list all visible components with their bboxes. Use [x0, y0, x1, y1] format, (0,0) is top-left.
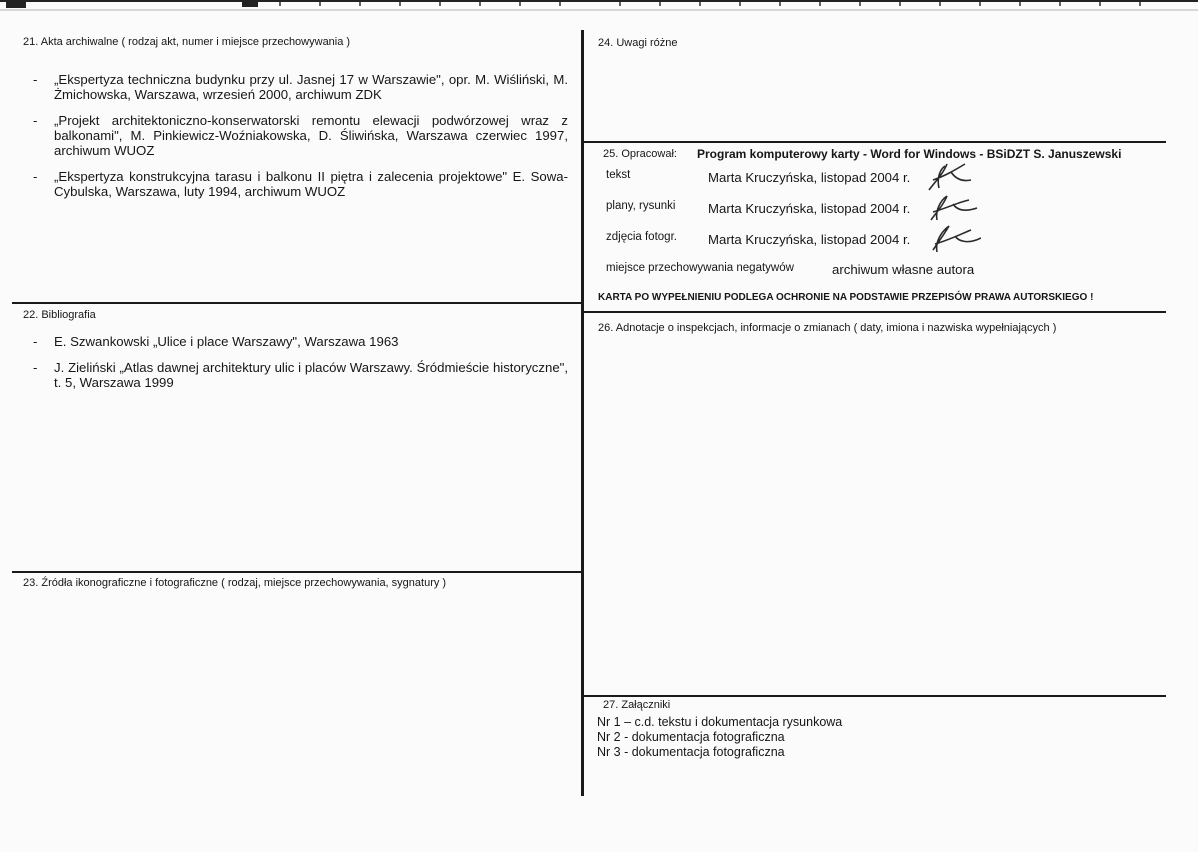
credit-value-photos: Marta Kruczyńska, listopad 2004 r. [708, 232, 911, 247]
divider-25-26 [583, 311, 1166, 313]
divider-22-23 [12, 571, 582, 573]
center-divider [581, 30, 584, 796]
divider-24-25 [583, 141, 1166, 143]
list-item: - E. Szwankowski „Ulice i place Warszawy", Warszawa 1963 [31, 334, 568, 349]
attachment-item: Nr 2 - dokumentacja fotograficzna [597, 730, 785, 744]
attachment-item: Nr 1 – c.d. tekstu i dokumentacja rysunkowa [597, 715, 843, 729]
section-22-list [31, 334, 568, 401]
top-ruler-bar [0, 0, 1198, 12]
negatives-value: archiwum własne autora [832, 262, 975, 277]
credit-label-photos: zdjęcia fotogr. [606, 231, 677, 243]
divider-21-22 [12, 302, 582, 304]
credit-label-drawings: plany, rysunki [606, 200, 676, 212]
section-21-heading: 21. Akta archiwalne ( rodzaj akt, numer i miejsce przechowywania ) [23, 36, 351, 48]
list-item: - „Ekspertyza techniczna budynku przy ul. Jasnej 17 w Warszawie", opr. M. Wiśliński, M. Żmichowska, Warszawa, wrzesień 2000, archiwum ZDK [31, 72, 568, 102]
section-22-heading: 22. Bibliografia [23, 309, 96, 321]
section-26-heading: 26. Adnotacje o inspekcjach, informacje o zmianach ( daty, imiona i nazwiska wypełniających ) [598, 322, 1057, 334]
attachment-item: Nr 3 - dokumentacja fotograficzna [597, 745, 785, 759]
negatives-label: miejsce przechowywania negatywów [606, 262, 794, 274]
list-item: - J. Zieliński „Atlas dawnej architektury ulic i placów Warszawy. Śródmieście historyczne", t. 5, Warszawa 1999 [31, 360, 568, 390]
credit-value-text: Marta Kruczyńska, listopad 2004 r. [708, 170, 911, 185]
section-21-list [31, 72, 568, 210]
list-item: - „Projekt architektoniczno-konserwatorski remontu elewacji podwórzowej wraz z balkonami", M. Pinkiewicz-Woźniakowska, D. Śliwińska, Warszawa czerwiec 1997, archiwum WUOZ [31, 113, 568, 158]
copyright-notice: KARTA PO WYPEŁNIENIU PODLEGA OCHRONIE NA PODSTAWIE PRZEPISÓW PRAWA AUTORSKIEGO ! [598, 292, 1094, 303]
signature-icon [925, 190, 981, 224]
list-item: - „Ekspertyza konstrukcyjna tarasu i balkonu II piętra i zalecenia projektowe" E. Sowa-Cybulska, Warszawa, luty 1994, archiwum WUOZ [31, 169, 568, 199]
credit-value-drawings: Marta Kruczyńska, listopad 2004 r. [708, 201, 911, 216]
signature-icon [925, 220, 981, 254]
credit-label-text: tekst [606, 169, 631, 181]
program-credit: Program komputerowy karty - Word for Windows - BSiDZT S. Januszewski [697, 147, 1122, 161]
section-27-heading: 27. Załączniki [603, 699, 671, 711]
section-23-heading: 23. Źródła ikonograficzne i fotograficzne ( rodzaj, miejsce przechowywania, sygnatury ) [23, 577, 447, 589]
section-25-heading: 25. Opracował: [603, 148, 677, 160]
divider-26-27 [583, 695, 1166, 697]
signature-icon [925, 160, 981, 194]
section-24-heading: 24. Uwagi różne [598, 37, 678, 49]
